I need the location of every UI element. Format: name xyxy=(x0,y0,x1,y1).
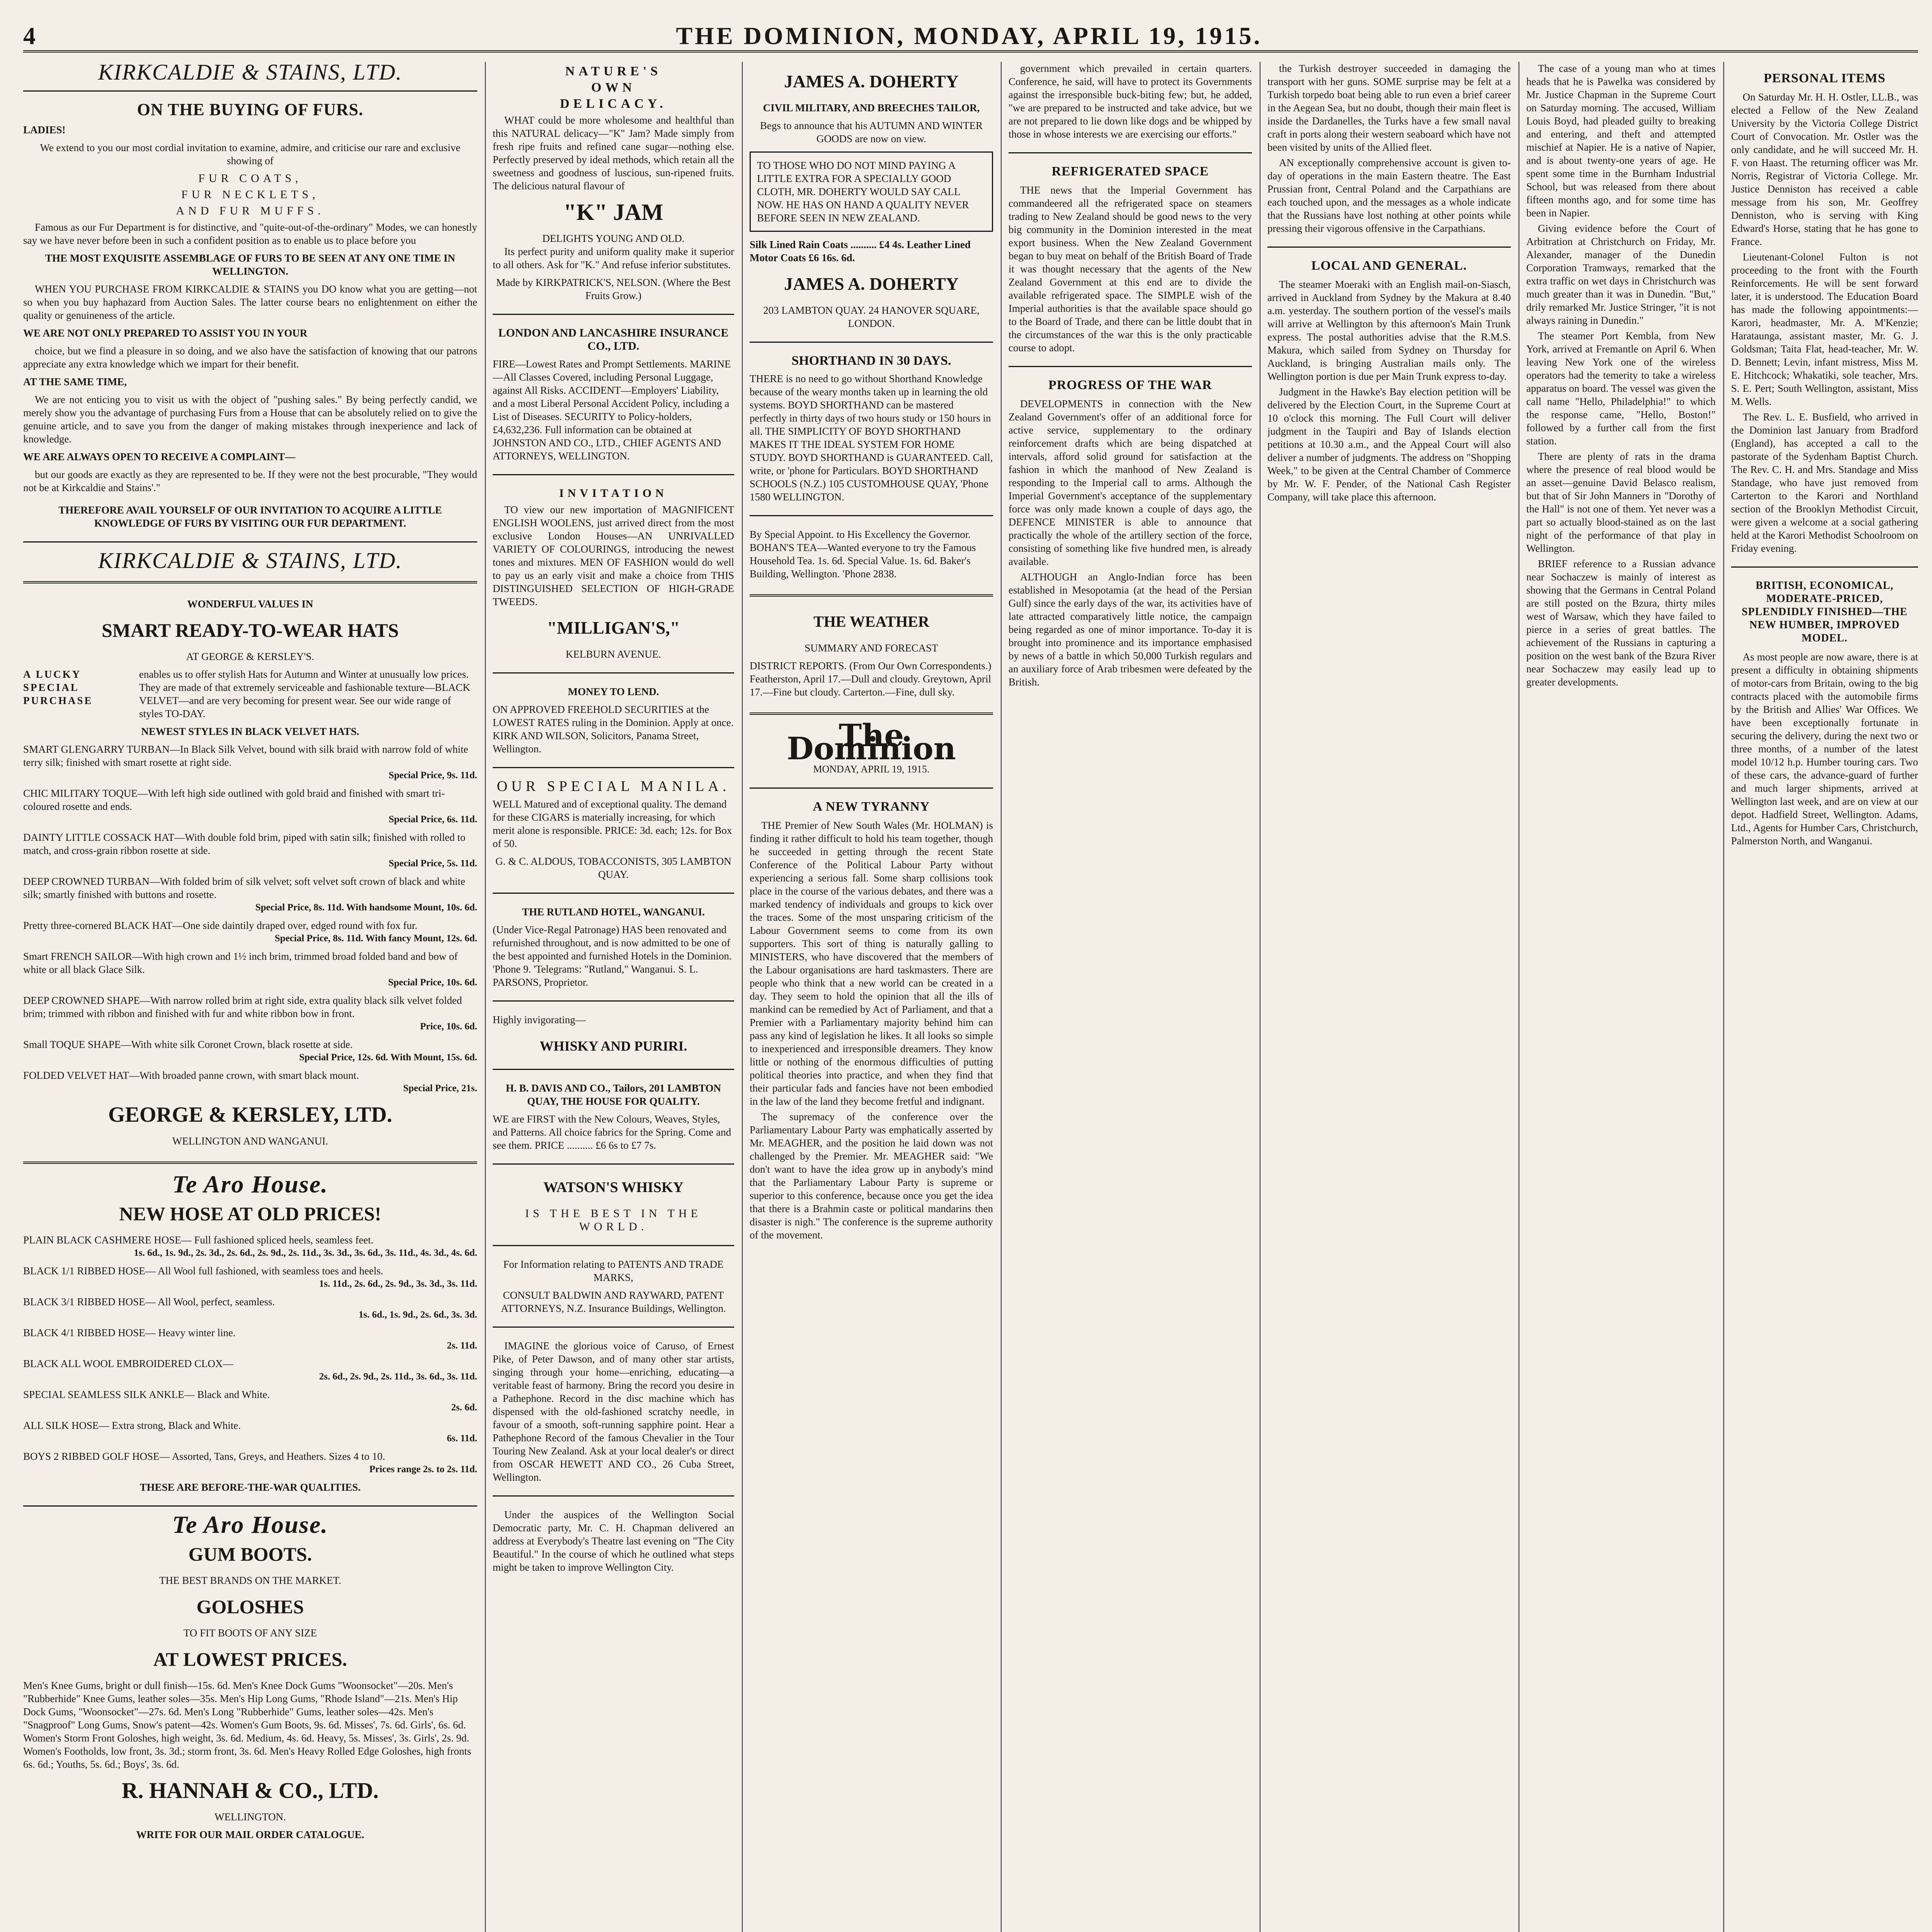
article-body: BRIEF reference to a Russian advance near Sochaczew is mainly of interest as showing that the Germans in Central Poland are still posted on the Bzura, thirty miles west of Warsaw, which they have failed to pierce in a series of great battles. The achievement of the Russians in capturing a position on the west bank of the Bzura River near Sochaczew may easily lead up to greater developments. xyxy=(1526,558,1716,688)
hats-intro: enables us to offer stylish Hats for Autumn and Winter at unusually low prices. They are made of that extremely serviceable and fashionable texture—BLACK VELVET—and are very becoming for present wear. See our wide range of styles TO-DAY. xyxy=(139,668,470,719)
divider xyxy=(493,1327,734,1328)
list-item: Pretty three-cornered BLACK HAT—One side daintily draped over, edged round with fox fur. Special Price, 8s. 11d. With fancy Mount, 12s. 6d. xyxy=(23,920,477,944)
divider xyxy=(493,1495,734,1497)
list-item: BLACK ALL WOOL EMBROIDERED CLOX— 2s. 6d., 2s. 9d., 2s. 11d., 3s. 6d., 3s. 11d. xyxy=(23,1358,477,1382)
davis-text: WE are FIRST with the New Colours, Weaves, Styles, and Patterns. All choice fabrics for the Spring. Come and see them. PRICE .......... £6 6s to £7 7s. xyxy=(493,1113,731,1151)
divider xyxy=(1009,366,1252,367)
list-item: DAINTY LITTLE COSSACK HAT—With double fold brim, piped with satin silk; finished with rolled to match, and cross-grain ribbon rosette at side. Special Price, 5s. 11d. xyxy=(23,832,477,869)
divider xyxy=(750,342,993,343)
column-rule xyxy=(1723,62,1724,1932)
divider xyxy=(493,672,734,673)
insurance-title: LONDON AND LANCASHIRE INSURANCE CO., LTD. xyxy=(498,327,729,352)
furs-assemblage: THE MOST EXQUISITE ASSEMBLAGE OF FURS TO BE SEEN AT ANY ONE TIME IN WELLINGTON. xyxy=(45,252,456,277)
column-small-ads xyxy=(493,62,734,1932)
list-item: DEEP CROWNED SHAPE—With narrow rolled brim at right side, extra quality black silk velvet folded brim; trimmed with ribbon and finished with fur and white ribbon bow in front. Price, 10s. 6d. xyxy=(23,995,477,1032)
list-item: BLACK 1/1 RIBBED HOSE— All Wool full fashioned, with seamless toes and heels. 1s. 11d., 2s. 6d., 2s. 9d., 3s. 3d., 3s. 11d. xyxy=(23,1265,477,1289)
list-item: FOLDED VELVET HAT—With broaded panne crown, with smart black mount. Special Price, 21s. xyxy=(23,1070,477,1094)
hotel-text: (Under Vice-Regal Patronage) HAS been renovated and refurnished throughout, and is now admitted to be one of the best appointed and furnished Hotels in the Dominion. 'Phone 9. 'Telegrams: "Rutland," Wanganui. S. L. PARSONS, Proprietor. xyxy=(493,924,732,988)
article-body: The Rev. L. E. Busfield, who arrived in the Dominion last January from Bradford (England), has accepted a call to the pastorate of the Sydenham Baptist Church. The Rev. C. H. and Mrs. Standage and Miss Standage, who have just removed from Carterton to the Karori and Northland section of the Brooklyn Methodist Circuit, were given a welcome at a social gathering held at the Karori Methodist Schoolroom on Friday evening. xyxy=(1731,411,1918,554)
gum-sub: THE BEST BRANDS ON THE MARKET. xyxy=(159,1575,342,1586)
article-body: Judgment in the Hawke's Bay election petition will be delivered by the Election Court, in the Supreme Court at 10 o'clock this morning. The Full Court will deliver judgment in the Taupiri and Bay of Islands election petitions at 10.30 a.m., and the Appeal Court will also deliver a number of judgments. The address on "Shopping Week," to be given at the Central Chamber of Commerce by Mr. W. F. Pender, of the National Cash Register Company, will take place this afternoon. xyxy=(1267,386,1511,503)
whisky-puriri: WHISKY AND PURIRI. xyxy=(539,1038,687,1054)
lowest-prices: AT LOWEST PRICES. xyxy=(153,1648,347,1670)
furs-heading: ON THE BUYING OF FURS. xyxy=(137,100,364,119)
milligans-address: KELBURN AVENUE. xyxy=(565,648,661,660)
article-body: THE news that the Imperial Government has commandeered all the refrigerated space on steamers trading to New Zealand should be good news to the very big community in the Dominion interested in the meat export business. When the New Zealand Government began to buy meat on behalf of the British Board of Trade it was thought necessary that the agents of the New Zealand Government at this end are to divide the available refrigerated space. The SIMPLE wish of the Imperial authorities is that the available space should go to the Board of Trade, and there can be little doubt that in the circumstances of the war this is the only practicable course to adopt. xyxy=(1009,184,1252,354)
hats-styles-heading: NEWEST STYLES IN BLACK VELVET HATS. xyxy=(141,726,359,737)
furs-item: FUR NECKLETS, xyxy=(181,188,319,201)
furs-same-time-heading: AT THE SAME TIME, xyxy=(23,376,127,388)
furs-complaint-heading: WE ARE ALWAYS OPEN TO RECEIVE A COMPLAINT— xyxy=(23,451,296,463)
furs-famous: Famous as our Fur Department is for distinctive, and "quite-out-of-the-ordinary" Modes, we can honestly say we have never before been in such a confident position as to enable us to place before you xyxy=(23,221,477,246)
article-body: There are plenty of rats in the drama where the presence of real blood would be an asset—genuine David Belasco realism, but that of Sir John Manners in "Dorothy of the Hall" is not one of them. Yet never was a part so actually blood-stained as on the last night of the performance of that play in Wellington. xyxy=(1526,451,1716,554)
doherty-name: JAMES A. DOHERTY xyxy=(784,71,959,91)
divider xyxy=(23,1505,477,1507)
article-body: Lieutenant-Colonel Fulton is not proceeding to the front with the Fourth Reinforcements. He will be sent forward later, it is understood. The Education Board has made the following appointments:—Karori, headmaster, Mr. A. M'Kenzie; Harataunga, assistant master, Mr. G. J. Goldsman; Taita Flat, head-teacher, Mr. W. D. Bennett; Levin, infant mistress, Miss M. E. Hitchcock; Whakatiki, sole teacher, Mrs. S. E. Pert; South Wellington, assistant, Miss M. Wells. xyxy=(1731,251,1918,407)
article-body: Giving evidence before the Court of Arbitration at Christchurch on Friday, Mr. Alexander, manager of the Dunedin Corporation Tramways, remarked that the extra traffic on wet days in Christchurch was much greater than it was in Dunedin. "But," drily remarked Mr. Justice Stringer, "it is not always raining in Dunedin." xyxy=(1526,223,1716,326)
furs-same-time: We are not enticing you to visit us with the object of "pushing sales." By being perfectly candid, we merely show you the advantage of purchasing Furs from a House that can be absolutely relied on to give the genuine article, and to save you from the danger of making mistakes through inexperience and lack of knowledge. xyxy=(23,394,477,445)
divider xyxy=(750,515,993,516)
article-headline: A NEW TYRANNY xyxy=(813,799,930,814)
article-body: government which prevailed in certain quarters. Conference, he said, will have to protect its Governments against the irresponsible buck-biting few; but, he added, "we are prepared to be instructed and take advice, but we are not prepared to lie down like dogs and be whipped by those in whose interests we are exercising our efforts." xyxy=(1009,63,1252,140)
hats-intro-label: A LUCKY SPECIAL PURCHASE xyxy=(23,668,93,706)
manila-text: WELL Matured and of exceptional quality. The demand for these CIGARS is materially increasing, for which merit alone is responsible. PRICE: 3d. each; 12s. for Box of 50. xyxy=(493,798,732,849)
shorthand-text: THERE is no need to go without Shorthand Knowledge because of the weary months taken up in learning the old systems. BOYD SHORTHAND can be mastered perfectly in thirty days of two hours study or 150 hours in all. THE SIMPLICITY OF BOYD SHORTHAND MAKES IT THE IDEAL SYSTEM FOR HOME STUDY. BOYD SHORTHAND is GUARANTEED. Call, write, or 'phone for Particulars. BOYD SHORTHAND SCHOOLS (N.Z.) 105 CUSTOMHOUSE QUAY, 'Phone 1580 WELLINGTON. xyxy=(750,373,993,503)
kjam-text: Its perfect purity and uniform quality make it superior to all others. Ask for "K." And refuse inferior substitutes. xyxy=(493,246,734,270)
divider xyxy=(750,594,993,597)
hats-list xyxy=(23,743,477,1095)
nature-line: OWN xyxy=(591,80,636,95)
firm-title: KIRKCALDIE & STAINS, LTD. xyxy=(98,62,403,85)
doherty-name-footer: JAMES A. DOHERTY xyxy=(784,274,959,294)
divider xyxy=(1731,566,1918,568)
hannah-firm: R. HANNAH & CO., LTD. xyxy=(122,1778,379,1803)
divider xyxy=(23,581,477,583)
gum-heading: GUM BOOTS. xyxy=(188,1543,312,1565)
weather-sub: SUMMARY AND FORECAST xyxy=(804,642,938,654)
boots-list: Men's Knee Gums, bright or dull finish—15s. 6d. Men's Knee Dock Gums "Woonsocket"—20s. Men's "Rubberhide" Knee Gums, leather soles—35s. Men's Hip Long Gums, "Rhode Island"—21s. Men's Hip Dock Gums, "Woonsocket"—27s. 6d. Men's Long "Rubberhide" Gums, leather soles—42s. Men's "Snagproof" Long Gums, Snow's patent—42s. Women's Gum Boots, 9s. 6d. Misses', 7s. 6d. Girls', 6s. 6d. Women's Storm Front Goloshes, high weight, 3s. 6d. Medium, 4s. 6d. Heavy, 5s. Misses', 3s. Girls', 2s. 9d. Women's Footholds, low front, 3s. 3d.; storm front, 3s. 6d. Men's Heavy Rolled Edge Goloshes, high fronts 6s. 6d.; Youths, 5s. 6d.; Boys', 3s. 6d. xyxy=(23,1680,471,1770)
nature-line: DELICACY. xyxy=(560,97,667,111)
te-aro-house-logo: Te Aro House. xyxy=(172,1511,328,1538)
divider xyxy=(1009,152,1252,153)
divider xyxy=(493,767,734,768)
furs-when: WHEN YOU PURCHASE FROM KIRKCALDIE & STAINS you DO know what you are getting—not so when you buy haphazard from Auction Sales. The latter course bears no enlightenment on either the quality or genuineness of the article. xyxy=(23,283,477,321)
hose-heading: NEW HOSE AT OLD PRICES! xyxy=(119,1203,381,1225)
invitation-heading: INVITATION xyxy=(559,487,668,500)
column-rule xyxy=(742,62,743,1932)
aldous: G. & C. ALDOUS, TOBACCONISTS, 305 LAMBTON QUAY. xyxy=(495,855,731,880)
article-body: THE Premier of New South Wales (Mr. HOLMAN) is finding it rather difficult to hold his team together, though he succeeded in getting through the recent State Conference of the Political Labour Party without experiencing a serious fall. Some sharp collisions took place in the course of the various debates, and there was a marked tendency of individuals and groups to kick over the traces. Some of the most unsparing criticism of the Labour Government seems to come from its own supporters. This sort of thing is naturally galling to MINISTERS, who have discovered that the members of the Labour organisations are hard taskmasters. There are people who think that a new world can be created in a day. They seem to hold the opinion that all the ills of mankind can be remedied by Act of Parliament, and that a Premier with a Parliamentary majority behind him can pass any kind of legislation he likes. It all looks so simple to inexperienced and irresponsible dreamers. They know little or nothing of the enormous difficulties of putting political theories into practice, and when they find that their particular fads and fancies have not been embodied in the law of the land they become fretful and indignant. xyxy=(750,820,993,1107)
furs-assist-heading: WE ARE NOT ONLY PREPARED TO ASSIST YOU IN YOUR xyxy=(23,327,308,339)
money-text: ON APPROVED FREEHOLD SECURITIES at the LOWEST RATES ruling in the Dominion. Apply at once. KIRK AND WILSON, Solicitors, Panama Street, Wellington. xyxy=(493,704,734,755)
furs-complaint: but our goods are exactly as they are represented to be. If they were not the best procurable, "They would not be at Kirkcaldie and Stains'." xyxy=(23,469,477,493)
newspaper-title: THE DOMINION, MONDAY, APRIL 19, 1915. xyxy=(676,22,1262,49)
article-body: the Turkish destroyer succeeded in damaging the transport with her guns. SOME surprise may be felt at a Turkish torpedo boat being able to run even a brief career in the Aegean Sea, but no doubt, though their main fleet is inside the Dardanelles, the Turks have a few small naval craft in ports along their western seaboard which have not been visited by units of the Allied fleet. xyxy=(1267,63,1511,153)
article-body: DEVELOPMENTS in connection with the New Zealand Government's offer of an additional force for active service, supplementary to the ordinary reinforcement drafts which are being dispatched at intervals, afford solid ground for satisfaction at the fashion in which the manhood of New Zealand is responding to the Imperial call to arms. Although the Imperial Government's acceptance of the supplementary force was only made known a couple of days ago, the DEFENCE MINISTER is able to announce that practically the whole of the artillery section of the force, consisting of something like five hundred men, is already available. xyxy=(1009,398,1252,567)
nature-line: NATURE'S xyxy=(565,64,662,78)
pathephone-text: IMAGINE the glorious voice of Caruso, of Ernest Pike, of Peter Dawson, and of many other star artists, singing through your home—enriching, educating—a veritable feast of harmony. Bring the record you desire in a Pathephone. Record in the disc machine which has dispensed with the old-fashioned scratchy needle, in favour of a smooth, soft-running sapphire point. Hear a Pathephone Record of the famous Chevalier in the Tour Touring New Zealand. Ask at your local dealer's or direct from OSCAR HEWETT AND CO., 26 Cuba Street, Wellington. xyxy=(493,1340,734,1483)
shorthand-heading: SHORTHAND IN 30 DAYS. xyxy=(791,354,951,368)
list-item: ALL SILK HOSE— Extra strong, Black and White. 6s. 11d. xyxy=(23,1420,477,1444)
list-item: BLACK 3/1 RIBBED HOSE— All Wool, perfect, seamless. 1s. 6d., 1s. 9d., 2s. 6d., 3s. 3d. xyxy=(23,1296,477,1320)
watson-heading: WATSON'S WHISKY xyxy=(543,1179,684,1196)
list-item: PLAIN BLACK CASHMERE HOSE— Full fashioned spliced heels, seamless feet. 1s. 6d., 1s. 9d., 2s. 3d., 2s. 6d., 2s. 9d., 2s. 11d., 3s. 3d., 3s. 6d., 3s. 11d., 4s. 3d., 4s. 6d. xyxy=(23,1234,477,1258)
list-item: BLACK 4/1 RIBBED HOSE— Heavy winter line. 2s. 11d. xyxy=(23,1327,477,1351)
kjam-maker: Made by KIRKPATRICK'S, NELSON. (Where the Best Fruits Grow.) xyxy=(496,277,731,301)
davis: H. B. DAVIS AND CO., Tailors, 201 LAMBTON QUAY, THE HOUSE FOR QUALITY. xyxy=(505,1082,721,1107)
hats-wonderful: WONDERFUL VALUES IN xyxy=(187,598,313,610)
doherty-text: Begs to announce that his AUTUMN AND WINTER GOODS are now on view. xyxy=(760,120,983,145)
doherty-coats: Silk Lined Rain Coats .......... £4 4s. Leather Lined Motor Coats £6 16s. 6d. xyxy=(750,239,971,264)
divider xyxy=(23,541,477,543)
hats-heading: SMART READY-TO-WEAR HATS xyxy=(102,619,399,641)
weather-heading: THE WEATHER xyxy=(813,613,929,630)
divider xyxy=(23,90,477,92)
column-news-continued xyxy=(1526,62,1716,1932)
article-headline: PROGRESS OF THE WAR xyxy=(1048,378,1212,392)
article-body: The supremacy of the conference over the Parliamentary Labour Party was emphatically asserted by Mr. MEAGHER, and the position he laid down was not challenged by the Premier. Mr. MEAGHER said: "We don't want to have the idea grow up in anybody's mind that the Parliamentary Labour Party is supreme or superior to this conference, because once you get the idea that there is a Brahmin caste or political mandarins then disaster is nigh." The conference is the supreme authority of the movement. xyxy=(750,1111,993,1241)
hose-list xyxy=(23,1233,477,1476)
furs-assist: choice, but we find a pleasure in so doing, and we also have the satisfaction of knowing that our patrons appreciate any extra knowledge which we impart for their benefit. xyxy=(23,345,477,370)
divider xyxy=(493,893,734,894)
paper-nameplate: The Dominion xyxy=(787,717,956,767)
gk-firm: GEORGE & KERSLEY, LTD. xyxy=(108,1103,392,1127)
milligans: "MILLIGAN'S," xyxy=(547,618,680,638)
furs-therefore: THEREFORE AVAIL YOURSELF OF OUR INVITATION TO ACQUIRE A LITTLE KNOWLEDGE OF FURS BY VISITING OUR FUR DEPARTMENT. xyxy=(58,504,442,529)
hannah-cta: WRITE FOR OUR MAIL ORDER CATALOGUE. xyxy=(136,1829,364,1840)
humber-body: As most people are now aware, there is at present a difficulty in obtaining shipments of motor-cars from Britain, owing to the big contracts placed with the automobile firms by the British and Allies' War Offices. We have been exceptionally fortunate in securing the delivery, during the next two or three months, of a number of the latest model 10/12 h.p. Humber touring cars. Two of these cars, the advance-guard of further and much larger shipments, arrived at Wellington last week, and are on view at our depot. Hadfield Street, Wellington. Adams, Ltd., Agents for Humber Cars, Christchurch, Palmerston North, and Wanganui. xyxy=(1731,651,1918,847)
manila-heading: OUR SPECIAL MANILA. xyxy=(497,778,730,794)
divider xyxy=(750,787,993,789)
column-editorial-continued xyxy=(1009,62,1252,1932)
article-body: ALTHOUGH an Anglo-Indian force has been established in Mesopotamia (at the head of the Persian Gulf) since the early days of the war, its activities have of late attracted comparatively little notice, the campaign being regarded as one of minor importance. To-day it is brought into prominence and its importance emphasised by news of a battle in which 50,000 Turkish regulars and an auxiliary force of Arab tribesmen were defeated by the British. xyxy=(1009,571,1252,688)
humber-headline: BRITISH, ECONOMICAL, MODERATE-PRICED, SPLENDIDLY FINISHED—THE NEW HUMBER, IMPROVED MODEL. xyxy=(1742,580,1908,644)
watson-sub: IS THE BEST IN THE WORLD. xyxy=(525,1207,702,1233)
goloshes-sub: TO FIT BOOTS OF ANY SIZE xyxy=(183,1627,317,1639)
article-body: On Saturday Mr. H. H. Ostler, LL.B., was elected a Fellow of the New Zealand University by the Victoria College District Court of Convocation. Mr. Ostler was the only candidate, and he will succeed Mr. H. F. von Haast. The returning officer was Mr. Norris, Registrar of Victoria College. Mr. Justice Denniston has received a cable message from his son, Mr. Geoffrey Denniston, who is serving with King Edward's Horse, stating that he has gone to France. xyxy=(1731,91,1918,247)
article-headline: PERSONAL ITEMS xyxy=(1764,71,1886,85)
column-editorial xyxy=(750,62,993,1932)
list-item: SPECIAL SEAMLESS SILK ANKLE— Black and White. 2s. 6d. xyxy=(23,1389,477,1413)
ladies-salutation: LADIES! xyxy=(23,124,66,136)
divider xyxy=(493,314,734,315)
divider xyxy=(493,1245,734,1246)
divider xyxy=(1267,247,1511,248)
article-headline: LOCAL AND GENERAL. xyxy=(1311,259,1467,273)
divider xyxy=(493,1163,734,1165)
divider xyxy=(493,1000,734,1002)
whisky-intro: Highly invigorating— xyxy=(493,1014,586,1026)
column-news xyxy=(1267,62,1511,1932)
firm-title-footer: KIRKCALDIE & STAINS, LTD. xyxy=(98,548,403,573)
insurance-text: FIRE—Lowest Rates and Prompt Settlements. MARINE—All Classes Covered, including Personal Luggage, against All Risks. ACCIDENT—Employers' Liability, and a most Liberal Personal Accident Policy, including a List of Diseases. SECURITY to Policy-holders, £4,632,236. Full information can be obtained at JOHNSTON AND CO., LTD., CHIEF AGENTS AND ATTORNEYS, WELLINGTON. xyxy=(493,358,731,462)
list-item: BOYS 2 RIBBED GOLF HOSE— Assorted, Tans, Greys, and Heathers. Sizes 4 to 10. Prices range 2s. to 2s. 11d. xyxy=(23,1451,477,1475)
hats-at: AT GEORGE & KERSLEY'S. xyxy=(186,651,315,662)
patents-text: CONSULT BALDWIN AND RAYWARD, PATENT ATTORNEYS, N.Z. Insurance Buildings, Wellington. xyxy=(501,1289,726,1314)
column-advertisements-left xyxy=(23,62,477,1932)
divider xyxy=(493,474,734,475)
invitation-text: TO view our new importation of MAGNIFICENT ENGLISH WOOLENS, just arrived direct from the most exclusive London Houses—AN UNRIVALLED VARIETY OF COLOURINGS, introducing the newest tones and mixtures. MEN OF FASHION would do well to pay us an early visit and make a choice from THIS DISTINGUISHED SELECTION OF HIGH-GRADE TWEEDS. xyxy=(493,504,734,607)
article-body: AN exceptionally comprehensive account is given to-day of operations in the main Eastern theatre. The East Prussian front, Central Poland and the Carpathians are each touched upon, and the messages as a whole indicate that the Russians have lost nothing at other points while pressing their vigorous offensive in the Carpathians. xyxy=(1267,157,1511,234)
gk-towns: WELLINGTON AND WANGANUI. xyxy=(172,1135,328,1147)
kjam-title: "K" JAM xyxy=(563,199,663,225)
doherty-address: 203 LAMBTON QUAY. 24 HANOVER SQUARE, LONDON. xyxy=(763,304,980,329)
divider xyxy=(23,1162,477,1164)
weather-reports: DISTRICT REPORTS. (From Our Own Correspondents.) Featherston, April 17.—Dull and cloudy. Greytown, April 17.—Fine but cloudy. Carterton.—Fine, dull sky. xyxy=(750,660,992,698)
divider xyxy=(493,1069,734,1070)
nature-text: WHAT could be more wholesome and healthful than this NATURAL delicacy—"K" Jam? Made simply from fresh ripe fruits and refined cane sugar—nothing else. Perfectly preserved by ideal methods, which retain all the sweetness and goodness of luscious, sun-ripened fruits. The delicious natural flavour of xyxy=(493,114,734,192)
column-rule xyxy=(485,62,486,1932)
kjam-sub: DELIGHTS YOUNG AND OLD. xyxy=(542,233,685,244)
labour-text: Under the auspices of the Wellington Social Democratic party, Mr. C. H. Chapman delivered an address at Everybody's Theatre last evening on "The City Beautiful." In the course of which he outlined what steps might be taken to improve Wellington City. xyxy=(493,1509,734,1573)
furs-intro: We extend to you our most cordial invitation to examine, admire, and criticise our rare and exclusive showing of xyxy=(40,142,461,167)
list-item: Smart FRENCH SAILOR—With high crown and 1½ inch brim, trimmed broad folded band and bow of white or all black Glace Silk. Special Price, 10s. 6d. xyxy=(23,951,477,988)
article-body: The case of a young man who at times heads that he is Pawelka was considered by Mr. Justice Chapman in the Supreme Court on Saturday morning. The accused, William Louis Boyd, had pleaded guilty to breaking and entering, and theft and attempted mischief at Napier. He is a native of Napier, and is about twenty-one years of age. He spent some time in the Burnham Industrial School, but was released from there about fifteen months ago, and for some time has been in Napier. xyxy=(1526,63,1716,219)
list-item: DEEP CROWNED TURBAN—With folded brim of silk velvet; soft velvet soft crown of black and white silk; smartly finished with buttons and rosette. Special Price, 8s. 11d. With handsome Mount, 10s. 6d. xyxy=(23,876,477,913)
patents-heading: For Information relating to PATENTS AND TRADE MARKS, xyxy=(503,1259,724,1283)
paper-date: MONDAY, APRIL 19, 1915. xyxy=(813,764,930,775)
list-item: Small TOQUE SHAPE—With white silk Coronet Crown, black rosette at side. Special Price, 12s. 6d. With Mount, 15s. 6d. xyxy=(23,1039,477,1063)
furs-item: AND FUR MUFFS. xyxy=(176,204,325,217)
list-item: SMART GLENGARRY TURBAN—In Black Silk Velvet, bound with silk braid with narrow fold of white terry silk; finished with smart rosette at right side. Special Price, 9s. 11d. xyxy=(23,743,477,781)
article-headline: REFRIGERATED SPACE xyxy=(1051,164,1209,179)
masthead xyxy=(23,15,1918,53)
column-personal xyxy=(1731,62,1918,1932)
tea-ad: By Special Appoint. to His Excellency the Governor. BOHAN'S TEA—Wanted everyone to try the Famous Household Tea. 1s. 6d. Special Value. 1s. 6d. Baker's Building, Wellington. 'Phone 2838. xyxy=(750,529,976,580)
article-body: The steamer Moeraki with an English mail-on-Siasch, arrived in Auckland from Sydney by the Makura at 8.40 a.m. yesterday. The southern portion of the vessel's mails will arrive at Wellington by this afternoon's Main Trunk express. The postal authorities advise that the R.M.S. Makura, which sailed from Sydney on Thursday for Auckland, is bringing Australian mails only. The Wellington portion is due per Main Trunk express to-day. xyxy=(1267,279,1511,382)
before-war: THESE ARE BEFORE-THE-WAR QUALITIES. xyxy=(139,1481,361,1493)
article-body: The steamer Port Kembla, from New York, arrived at Fremantle on April 6. When leaving New York one of the wireless operators had the temerity to take a wireless apparatus on board. The vessel was given the call name "Hello, Philadelphia!" to which the response came, "Hello, Boston!" followed by a further call from the first station. xyxy=(1526,330,1716,447)
money-heading: MONEY TO LEND. xyxy=(568,686,659,697)
doherty-box: TO THOSE WHO DO NOT MIND PAYING A LITTLE EXTRA FOR A SPECIALLY GOOD CLOTH, MR. DOHERTY WOULD SAY CALL NOW. HE HAS ON HAND A QUALITY NEVER BEFORE SEEN IN NEW ZEALAND. xyxy=(750,151,993,232)
goloshes-heading: GOLOSHES xyxy=(196,1596,304,1617)
te-aro-house-logo: Te Aro House. xyxy=(172,1170,328,1198)
hannah-town: WELLINGTON. xyxy=(214,1811,286,1823)
divider xyxy=(750,713,993,715)
furs-item: FUR COATS, xyxy=(198,172,302,185)
hotel-heading: THE RUTLAND HOTEL, WANGANUI. xyxy=(522,906,705,918)
doherty-role: CIVIL MILITARY, AND BREECHES TAILOR, xyxy=(763,102,980,114)
column-rule xyxy=(1001,62,1002,1932)
page-number: 4 xyxy=(23,22,36,49)
list-item: CHIC MILITARY TOQUE—With left high side outlined with gold braid and finished with smart tri-coloured rosette and ends. Special Price, 6s. 11d. xyxy=(23,787,477,825)
